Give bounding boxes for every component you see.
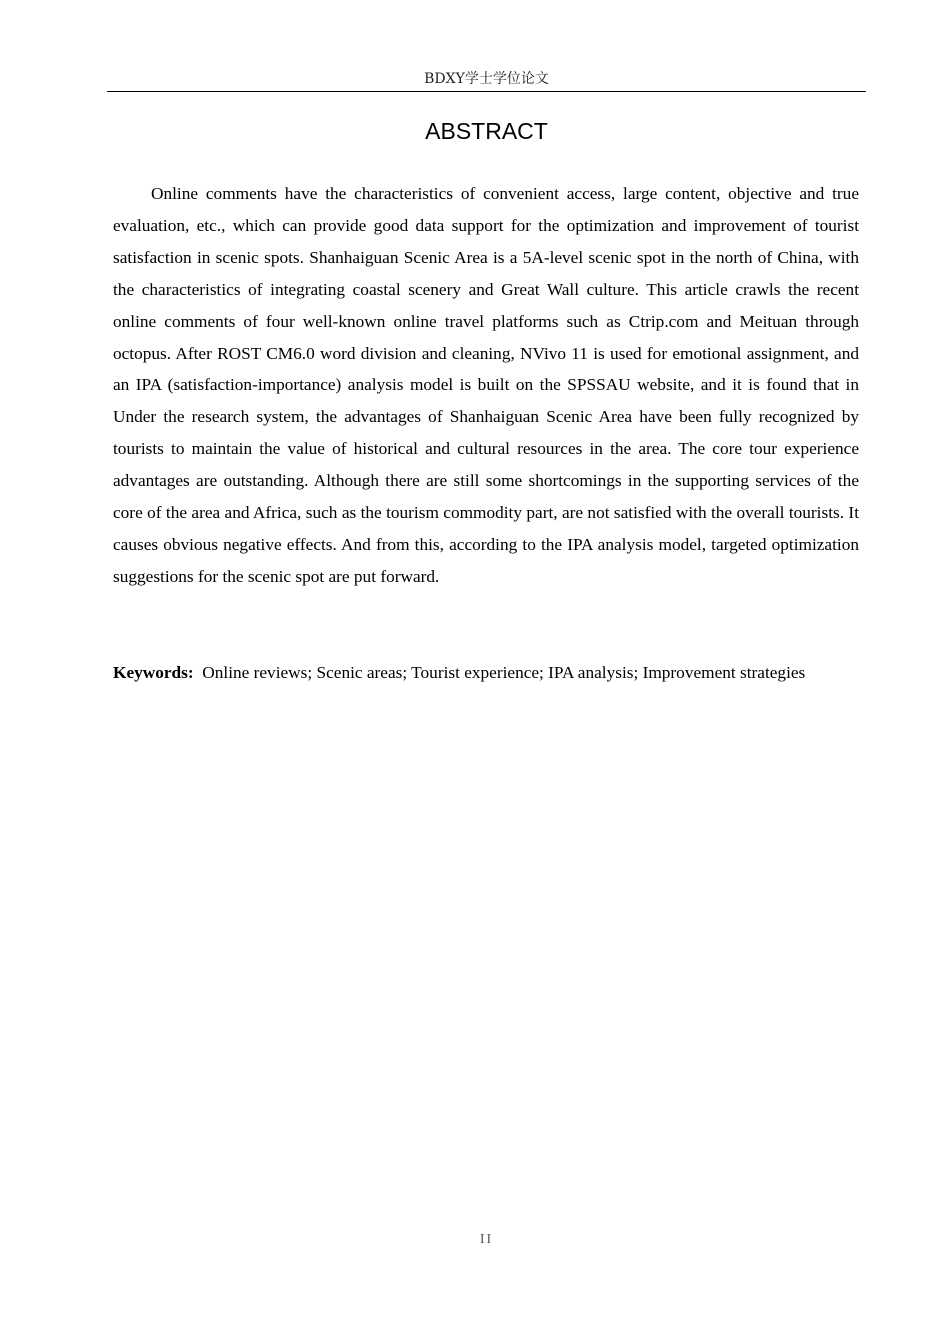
page-number: II <box>479 1232 494 1247</box>
abstract-body: Online comments have the characteristics of convenient access, large content, objective and true evaluation, etc., which can provide good data support for the optimization and improvement of tourist satisfaction in scenic spots. Shanhaiguan Scenic Area is a 5A-level scenic spot in the north of China, with the characteristics of integrating coastal scenery and Great Wall culture. This article crawls the recent online comments of four well-known online travel platforms such as Ctrip.com and Meituan through octopus. After ROST CM6.0 word division and cleaning, NVivo 11 is used for emotional assignment, and an IPA (satisfaction-importance) analysis model is built on the SPSSAU website, and it is found that in Under the research system, the advantages of Shanhaiguan Scenic Area have been fully recognized by tourists to maintain the value of historical and cultural resources in the area. The core tour experience advantages are outstanding. Although there are still some shortcomings in the supporting services of the core of the area and Africa, such as the tourism commodity part, are not satisfied with the overall tourists. It causes obvious negative effects. And from this, according to the IPA analysis model, targeted optimization suggestions for the scenic spot are put forward. <box>113 184 859 586</box>
keywords-paragraph <box>113 657 833 689</box>
keywords-text: Online reviews; Scenic areas; Tourist experience; IPA analysis; Improvement strategies <box>202 663 806 682</box>
keywords-label: Keywords: <box>113 663 194 682</box>
abstract-title: ABSTRACT <box>425 118 548 144</box>
page-header: BDXY学士学位论文 <box>107 70 866 92</box>
